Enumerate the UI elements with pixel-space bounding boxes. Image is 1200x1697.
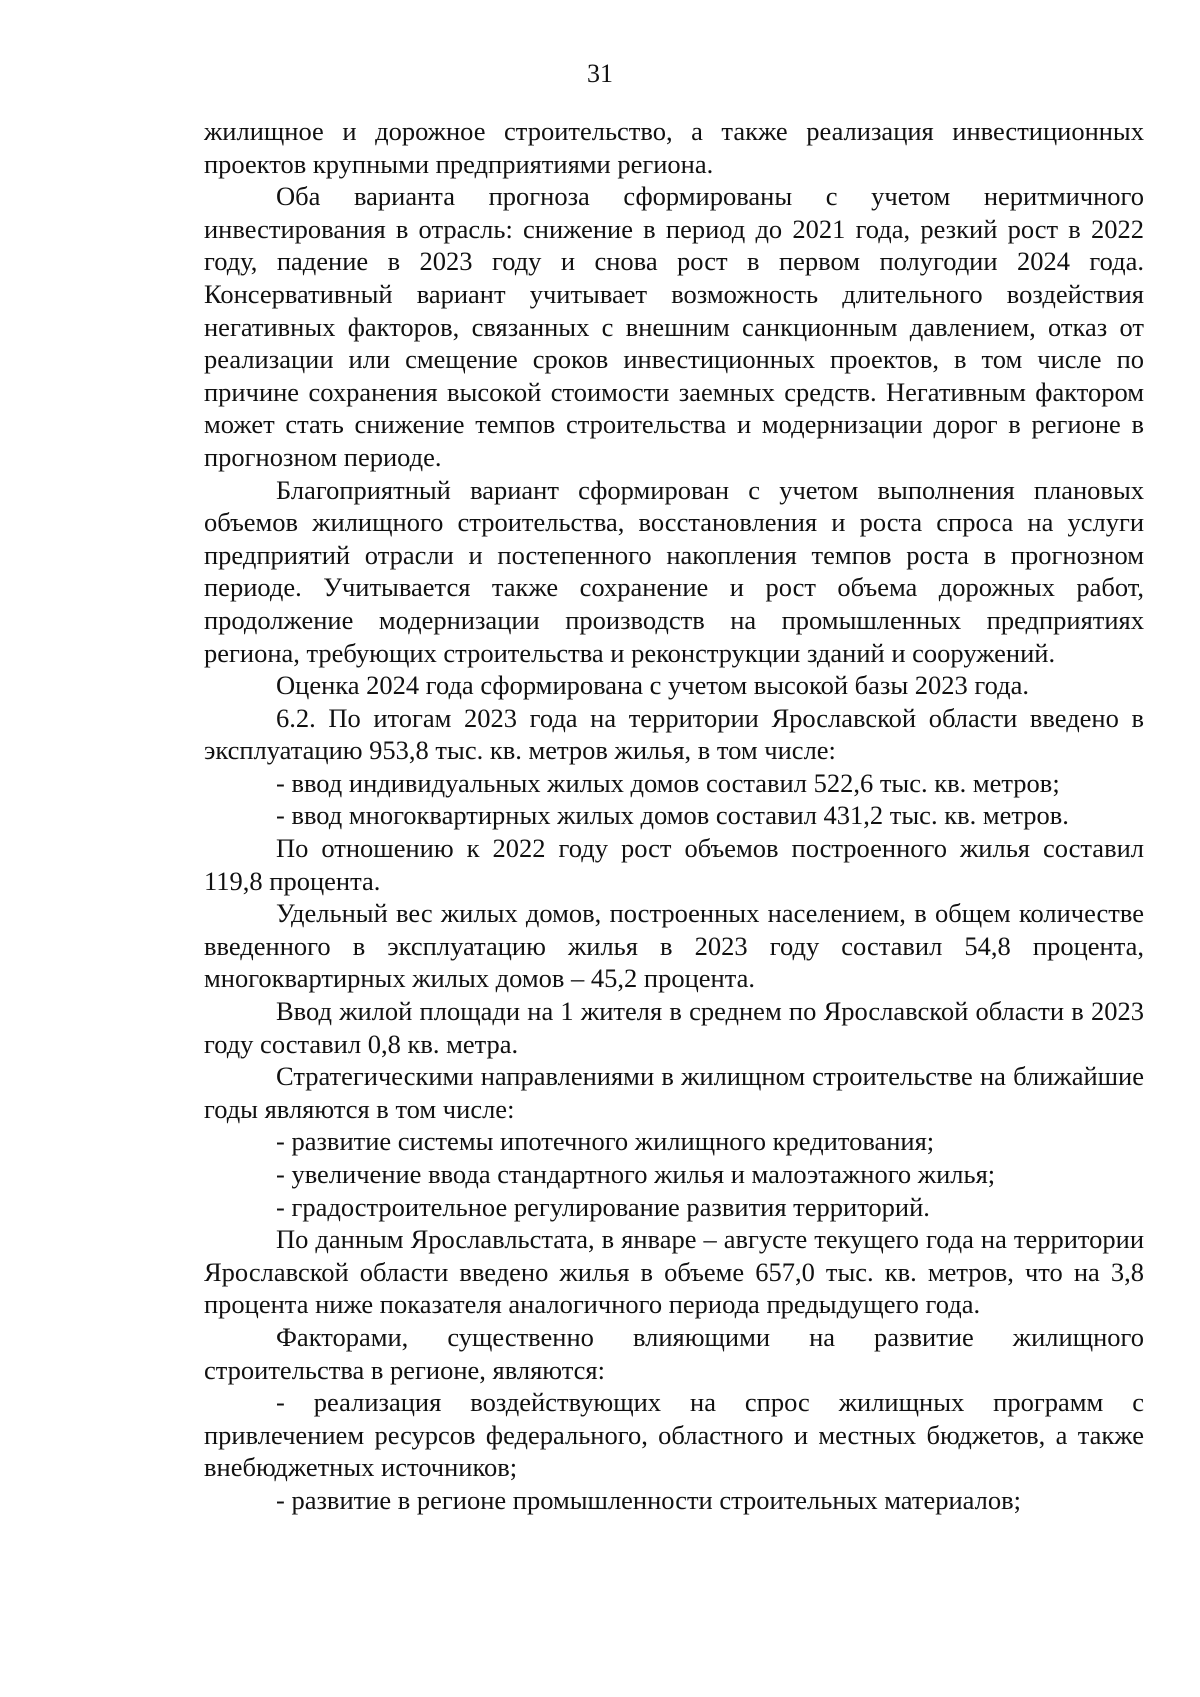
paragraph-section-6-2: 6.2. По итогам 2023 года на территории Ярославской области введено в эксплуатацию 953,8 тыс. кв. метров жилья, в том числе:: [204, 702, 1144, 766]
paragraph-yaroslavlstat: По данным Ярославльстата, в январе – августе текущего года на территории Ярославской области введено жилья в объеме 657,0 тыс. кв. метров, что на 3,8 процента ниже показателя аналогичного периода предыдущего года.: [204, 1224, 1144, 1320]
document-body: [204, 115, 1144, 1517]
list-item-building-materials: - развитие в регионе промышленности строительных материалов;: [276, 1484, 1022, 1515]
paragraph-continuation: жилищное и дорожное строительство, а также реализация инвестиционных проектов крупными предприятиями региона.: [204, 116, 1144, 179]
paragraph-share-houses: Удельный вес жилых домов, построенных населением, в общем количестве введенного в эксплуатацию жилья в 2023 году составил 54,8 процента, многоквартирных жилых домов – 45,2 процента.: [204, 898, 1144, 994]
list-item-housing-programs: - реализация воздействующих на спрос жилищных программ с привлечением ресурсов федерального, областного и местных бюджетов, а также внебюджетных источников;: [204, 1387, 1144, 1483]
paragraph-forecast-variants: Оба варианта прогноза сформированы с учетом неритмичного инвестирования в отрасль: снижение в период до 2021 года, резкий рост в 2022 году, падение в 2023 году и снова рост в первом полугодии 2024 года. Консервативный вариант учитывает возможность длительного воздействия негативных факторов, связанных с внешним санкционным давлением, отказ от реализации или смещение сроков инвестиционных проектов, в том числе по причине сохранения высокой стоимости заемных средств. Негативным фактором может стать снижение темпов строительства и модернизации дорог в регионе в прогнозном периоде.: [204, 181, 1144, 472]
paragraph-strategic-directions: Стратегическими направлениями в жилищном строительстве на ближайшие годы являются в том числе:: [204, 1061, 1144, 1124]
page-number: 31: [587, 59, 613, 88]
list-item-individual-houses: - ввод индивидуальных жилых домов составил 522,6 тыс. кв. метров;: [276, 767, 1060, 798]
paragraph-favorable-variant: Благоприятный вариант сформирован с учетом выполнения плановых объемов жилищного строительства, восстановления и роста спроса на услуги предприятий отрасли и постепенного накопления темпов роста в прогнозном периоде. Учитывается также сохранение и рост объема дорожных работ, продолжение модернизации производств на промышленных предприятиях региона, требующих строительства и реконструкции зданий и сооружений.: [204, 474, 1144, 668]
paragraph-estimate-2024: Оценка 2024 года сформирована с учетом высокой базы 2023 года.: [276, 670, 1029, 701]
list-item-mortgage: - развитие системы ипотечного жилищного кредитования;: [276, 1126, 935, 1157]
list-item-apartment-buildings: - ввод многоквартирных жилых домов составил 431,2 тыс. кв. метров.: [276, 800, 1069, 831]
list-item-standard-housing: - увеличение ввода стандартного жилья и малоэтажного жилья;: [276, 1159, 996, 1189]
paragraph-per-resident: Ввод жилой площади на 1 жителя в среднем по Ярославской области в 2023 году составил 0,8 кв. метра.: [204, 996, 1144, 1059]
list-item-urban-planning: - градостроительное регулирование развития территорий.: [276, 1191, 930, 1222]
paragraph-growth-2022: По отношению к 2022 году рост объемов построенного жилья составил 119,8 процента.: [204, 833, 1144, 896]
paragraph-factors: Факторами, существенно влияющими на развитие жилищного строительства в регионе, являются:: [204, 1321, 1144, 1385]
